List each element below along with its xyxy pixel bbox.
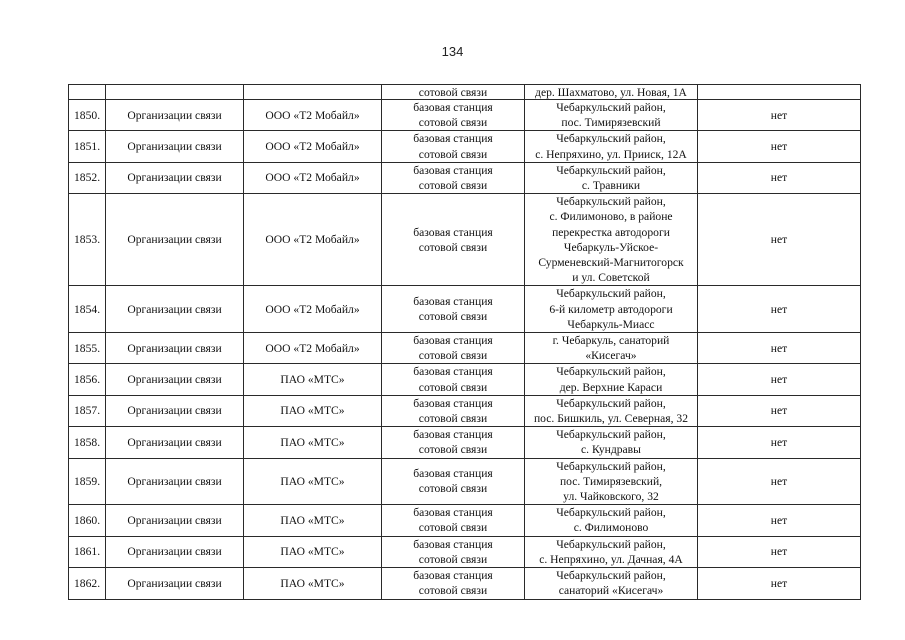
row-organization: ООО «Т2 Мобайл» [244, 162, 382, 193]
row-object-type [382, 458, 525, 505]
row-organization: ООО «Т2 Мобайл» [244, 286, 382, 333]
location-line: Чебаркульский район, [556, 195, 666, 209]
location-line: Сурменевский-Магнитогорск [538, 256, 684, 270]
row-location [525, 568, 698, 599]
location-line: пос. Бишкиль, ул. Северная, 32 [533, 412, 689, 426]
row-category: Организации связи [106, 427, 244, 458]
row-location [525, 427, 698, 458]
location-line: Чебаркульский район, [556, 163, 666, 177]
location-line: дер. Шахматово, ул. Новая, 1А [535, 85, 687, 99]
object-type-line: сотовой связи [418, 552, 488, 566]
row-object-type [382, 333, 525, 364]
table-row [69, 194, 861, 286]
row-organization: ООО «Т2 Мобайл» [244, 333, 382, 364]
row-object-type [382, 536, 525, 567]
row-category: Организации связи [106, 458, 244, 505]
row-organization [244, 85, 382, 100]
row-flag: нет [698, 333, 861, 364]
location-line: пос. Тимирязевский [561, 116, 661, 130]
registry-table-body [69, 85, 861, 600]
object-type-line: базовая станция [413, 506, 493, 520]
object-type-line: сотовой связи [418, 380, 488, 394]
row-location [525, 85, 698, 100]
object-type-line: базовая станция [413, 132, 493, 146]
row-category: Организации связи [106, 194, 244, 286]
location-line: с. Непряхино, ул. Прииск, 12А [535, 147, 687, 161]
location-line: Чебаркульский район, [556, 101, 666, 114]
row-number: 1854. [69, 286, 106, 333]
location-line: Чебаркульский район, [556, 287, 666, 301]
row-object-type [382, 395, 525, 426]
row-organization: ПАО «МТС» [244, 364, 382, 395]
row-category: Организации связи [106, 333, 244, 364]
table-row [69, 286, 861, 333]
object-type-line: сотовой связи [418, 349, 488, 363]
row-flag: нет [698, 505, 861, 536]
object-type-line: базовая станция [413, 334, 493, 348]
row-category: Организации связи [106, 505, 244, 536]
row-location [525, 364, 698, 395]
row-category: Организации связи [106, 395, 244, 426]
object-type-line: базовая станция [413, 225, 493, 239]
object-type-line: базовая станция [413, 537, 493, 551]
row-organization: ПАО «МТС» [244, 458, 382, 505]
table-row [69, 100, 861, 131]
location-line: «Кисегач» [585, 349, 637, 363]
row-number: 1860. [69, 505, 106, 536]
location-line: Чебаркуль-Уйское- [563, 240, 659, 254]
object-type-line: сотовой связи [418, 521, 488, 535]
row-organization: ПАО «МТС» [244, 536, 382, 567]
object-type-line: сотовой связи [418, 147, 488, 161]
row-category: Организации связи [106, 162, 244, 193]
location-line: г. Чебаркуль, санаторий [552, 334, 670, 348]
location-line: с. Филимоново [573, 521, 649, 535]
object-type-line: сотовой связи [418, 240, 488, 254]
location-line: Чебаркульский район, [556, 132, 666, 146]
row-category: Организации связи [106, 364, 244, 395]
row-category [106, 85, 244, 100]
table-row [69, 505, 861, 536]
location-line: Чебаркульский район, [556, 537, 666, 551]
registry-table [68, 84, 861, 600]
row-flag: нет [698, 427, 861, 458]
row-organization: ПАО «МТС» [244, 568, 382, 599]
row-organization: ООО «Т2 Мобайл» [244, 194, 382, 286]
row-flag: нет [698, 364, 861, 395]
row-number: 1862. [69, 568, 106, 599]
row-location [525, 536, 698, 567]
table-row [69, 131, 861, 162]
table-row [69, 162, 861, 193]
object-type-line: базовая станция [413, 428, 493, 442]
row-location [525, 505, 698, 536]
row-category: Организации связи [106, 286, 244, 333]
row-location [525, 100, 698, 131]
object-type-line: сотовой связи [418, 85, 488, 99]
row-location [525, 286, 698, 333]
table-row [69, 395, 861, 426]
table-row [69, 427, 861, 458]
object-type-line: базовая станция [413, 163, 493, 177]
row-number: 1853. [69, 194, 106, 286]
row-number [69, 85, 106, 100]
row-location [525, 458, 698, 505]
page-number: 134 [441, 44, 464, 59]
table-row [69, 364, 861, 395]
continuation-row [69, 85, 861, 100]
row-number: 1851. [69, 131, 106, 162]
row-object-type [382, 194, 525, 286]
row-flag: нет [698, 286, 861, 333]
table-row [69, 333, 861, 364]
location-line: санаторий «Кисегач» [558, 584, 664, 598]
row-flag: нет [698, 131, 861, 162]
row-organization: ПАО «МТС» [244, 505, 382, 536]
row-object-type [382, 100, 525, 131]
row-number: 1859. [69, 458, 106, 505]
object-type-line: базовая станция [413, 365, 493, 379]
row-number: 1856. [69, 364, 106, 395]
row-object-type [382, 286, 525, 333]
object-type-line: базовая станция [413, 295, 493, 309]
location-line: Чебаркульский район, [556, 459, 666, 473]
row-flag: нет [698, 568, 861, 599]
row-organization: ПАО «МТС» [244, 395, 382, 426]
row-flag: нет [698, 458, 861, 505]
object-type-line: базовая станция [413, 101, 493, 114]
row-category: Организации связи [106, 568, 244, 599]
location-line: Чебаркуль-Миасс [567, 317, 655, 331]
row-organization: ПАО «МТС» [244, 427, 382, 458]
object-type-line: сотовой связи [418, 584, 488, 598]
row-number: 1857. [69, 395, 106, 426]
row-location [525, 395, 698, 426]
location-line: с. Непряхино, ул. Дачная, 4А [539, 552, 683, 566]
location-line: пос. Тимирязевский, [559, 474, 663, 488]
row-flag: нет [698, 536, 861, 567]
location-line: Чебаркульский район, [556, 569, 666, 583]
location-line: дер. Верхние Караси [559, 380, 663, 394]
row-flag: нет [698, 395, 861, 426]
row-number: 1861. [69, 536, 106, 567]
row-flag: нет [698, 162, 861, 193]
row-number: 1855. [69, 333, 106, 364]
row-category: Организации связи [106, 131, 244, 162]
table-row [69, 536, 861, 567]
row-number: 1858. [69, 427, 106, 458]
row-location [525, 131, 698, 162]
row-location [525, 333, 698, 364]
row-flag: нет [698, 194, 861, 286]
object-type-line: сотовой связи [418, 412, 488, 426]
row-object-type [382, 162, 525, 193]
object-type-line: базовая станция [413, 467, 493, 481]
object-type-line: базовая станция [413, 569, 493, 583]
location-line: с. Травники [581, 179, 641, 193]
table-row [69, 458, 861, 505]
row-object-type [382, 505, 525, 536]
row-flag [698, 85, 861, 100]
location-line: с. Кундравы [581, 443, 641, 457]
location-line: 6-й километр автодороги [549, 302, 673, 316]
object-type-line: сотовой связи [418, 310, 488, 324]
location-line: Чебаркульский район, [556, 506, 666, 520]
row-organization: ООО «Т2 Мобайл» [244, 131, 382, 162]
location-line: Чебаркульский район, [556, 365, 666, 379]
location-line: перекрестка автодороги [552, 225, 670, 239]
row-organization: ООО «Т2 Мобайл» [244, 100, 382, 131]
location-line: и ул. Советской [572, 271, 650, 285]
table-row [69, 568, 861, 599]
row-object-type [382, 427, 525, 458]
row-flag: нет [698, 100, 861, 131]
location-line: с. Филимоново, в районе [549, 210, 673, 224]
row-location [525, 162, 698, 193]
object-type-line: базовая станция [413, 396, 493, 410]
location-line: Чебаркульский район, [556, 396, 666, 410]
location-line: ул. Чайковского, 32 [563, 490, 659, 504]
row-category: Организации связи [106, 100, 244, 131]
object-type-line: сотовой связи [418, 443, 488, 457]
row-number: 1850. [69, 100, 106, 131]
row-category: Организации связи [106, 536, 244, 567]
object-type-line: сотовой связи [418, 116, 488, 130]
object-type-line: сотовой связи [418, 179, 488, 193]
row-number: 1852. [69, 162, 106, 193]
row-object-type [382, 568, 525, 599]
row-location [525, 194, 698, 286]
object-type-line: сотовой связи [418, 482, 488, 496]
row-object-type [382, 131, 525, 162]
row-object-type [382, 85, 525, 100]
location-line: Чебаркульский район, [556, 428, 666, 442]
row-object-type [382, 364, 525, 395]
